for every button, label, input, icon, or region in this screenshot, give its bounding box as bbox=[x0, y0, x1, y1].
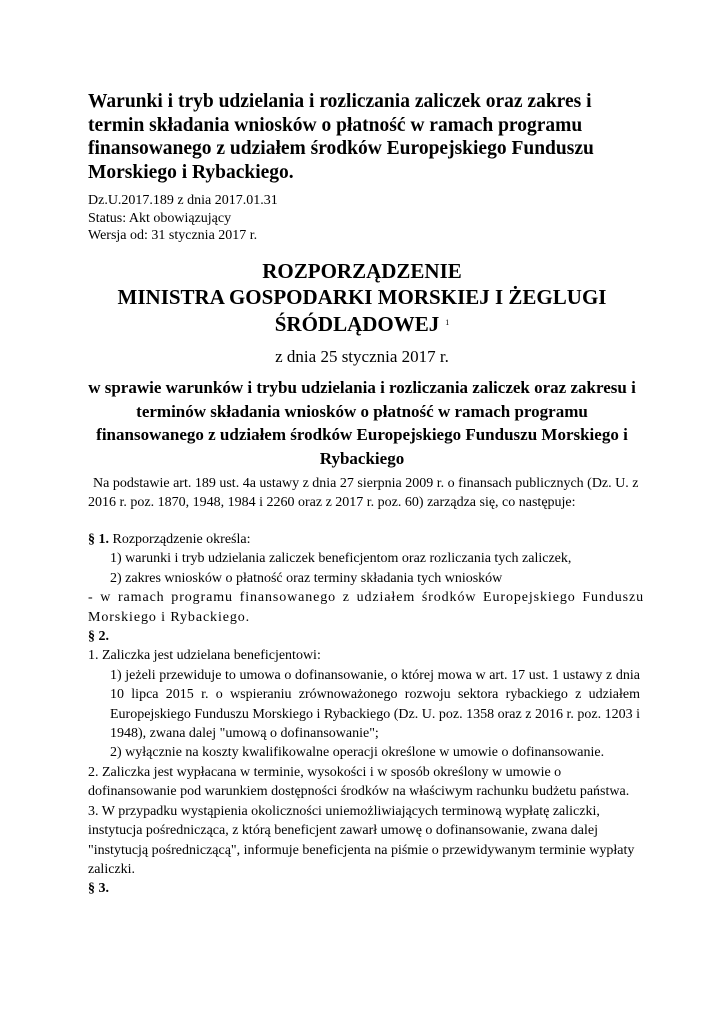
section-2-label: § 2. bbox=[88, 629, 109, 645]
version-date: Wersja od: 31 stycznia 2017 r. bbox=[88, 228, 258, 243]
act-authority-name: ŚRÓDLĄDOWEJ bbox=[274, 312, 440, 336]
act-type: ROZPORZĄDZENIE bbox=[262, 259, 462, 283]
act-authority-line-1: MINISTRA GOSPODARKI MORSKIEJ I ŻEGLUGI bbox=[117, 285, 607, 309]
act-heading bbox=[60, 258, 664, 337]
section-2-item-1: 1) jeżeli przewiduje to umowa o dofinansowanie, o której mowa w art. 17 ust. 1 ustawy z dnia 10 lipca 2015 r. o wspieraniu zrównoważonego rozwoju sektora rybackiego z udziałem Europejskiego Funduszu Morskiego i Rybackiego (Dz. U. poz. 1358 oraz z 2016 r. poz. 1203 i 1948), zwana dalej "umową o dofinansowanie"; bbox=[110, 667, 640, 742]
section-3-label: § 3. bbox=[88, 881, 109, 897]
preamble: Na podstawie art. 189 ust. 4a ustawy z dnia 27 sierpnia 2009 r. o finansach publicznych (Dz. U. z 2016 r. poz. 1870, 1948, 1984 i 2260 oraz z 2017 r. poz. 60) zarządza się, co następuje: bbox=[88, 476, 639, 510]
act-subject: w sprawie warunków i trybu udzielania i rozliczania zaliczek oraz zakresu i terminów składania wniosków o płatność w ramach programu finansowanego z udziałem środków Europejskiego Funduszu Morskiego i Rybackiego bbox=[88, 378, 636, 468]
section-1-heading bbox=[88, 530, 644, 549]
journal-reference: Dz.U.2017.189 z dnia 2017.01.31 bbox=[88, 193, 278, 208]
section-1-item-2: 2) zakres wniosków o płatność oraz terminy składania tych wniosków bbox=[110, 570, 503, 586]
document-title: Warunki i tryb udzielania i rozliczania zaliczek oraz zakres i termin składania wniosków o płatność w ramach programu finansowanego z udziałem środków Europejskiego Funduszu Morskiego i Rybackiego. bbox=[88, 91, 594, 183]
section-2-paragraph-3: 3. W przypadku wystąpienia okoliczności uniemożliwiających terminową wypłatę zaliczki, instytucja pośrednicząca, z którą beneficjent zawarł umowę o dofinansowanie, zwana dalej "instytucją pośredniczącą", informuje beneficjenta na piśmie o przewidywanym terminie wypłaty zaliczki. bbox=[88, 803, 635, 877]
act-status: Status: Akt obowiązujący bbox=[88, 210, 232, 226]
section-2-paragraph-2: 2. Zaliczka jest wypłacana w terminie, wysokości i w sposób określony w umowie o dofinansowanie pod warunkiem dostępności środków na właściwym rachunku budżetu państwa. bbox=[88, 764, 630, 800]
section-2-paragraph-1: 1. Zaliczka jest udzielana beneficjentowi: bbox=[88, 648, 321, 664]
section-2-item-2: 2) wyłącznie na koszty kwalifikowalne operacji określone w umowie o dofinansowanie. bbox=[110, 745, 605, 761]
section-1-intro: Rozporządzenie określa: bbox=[112, 532, 251, 547]
act-authority-line-2 bbox=[60, 310, 664, 337]
footnote-reference[interactable]: 1 bbox=[445, 318, 450, 327]
act-body bbox=[88, 530, 644, 899]
document-metadata bbox=[88, 192, 648, 245]
section-1-closing: - w ramach programu finansowanego z udziałem środków Europejskiego Funduszu Morskiego i Rybackiego. bbox=[88, 590, 644, 625]
act-date: z dnia 25 stycznia 2017 r. bbox=[275, 347, 449, 366]
section-1-item-1: 1) warunki i tryb udzielania zaliczek beneficjentom oraz rozliczania tych zaliczek, bbox=[110, 551, 572, 567]
section-1-label: § 1. bbox=[88, 532, 109, 547]
